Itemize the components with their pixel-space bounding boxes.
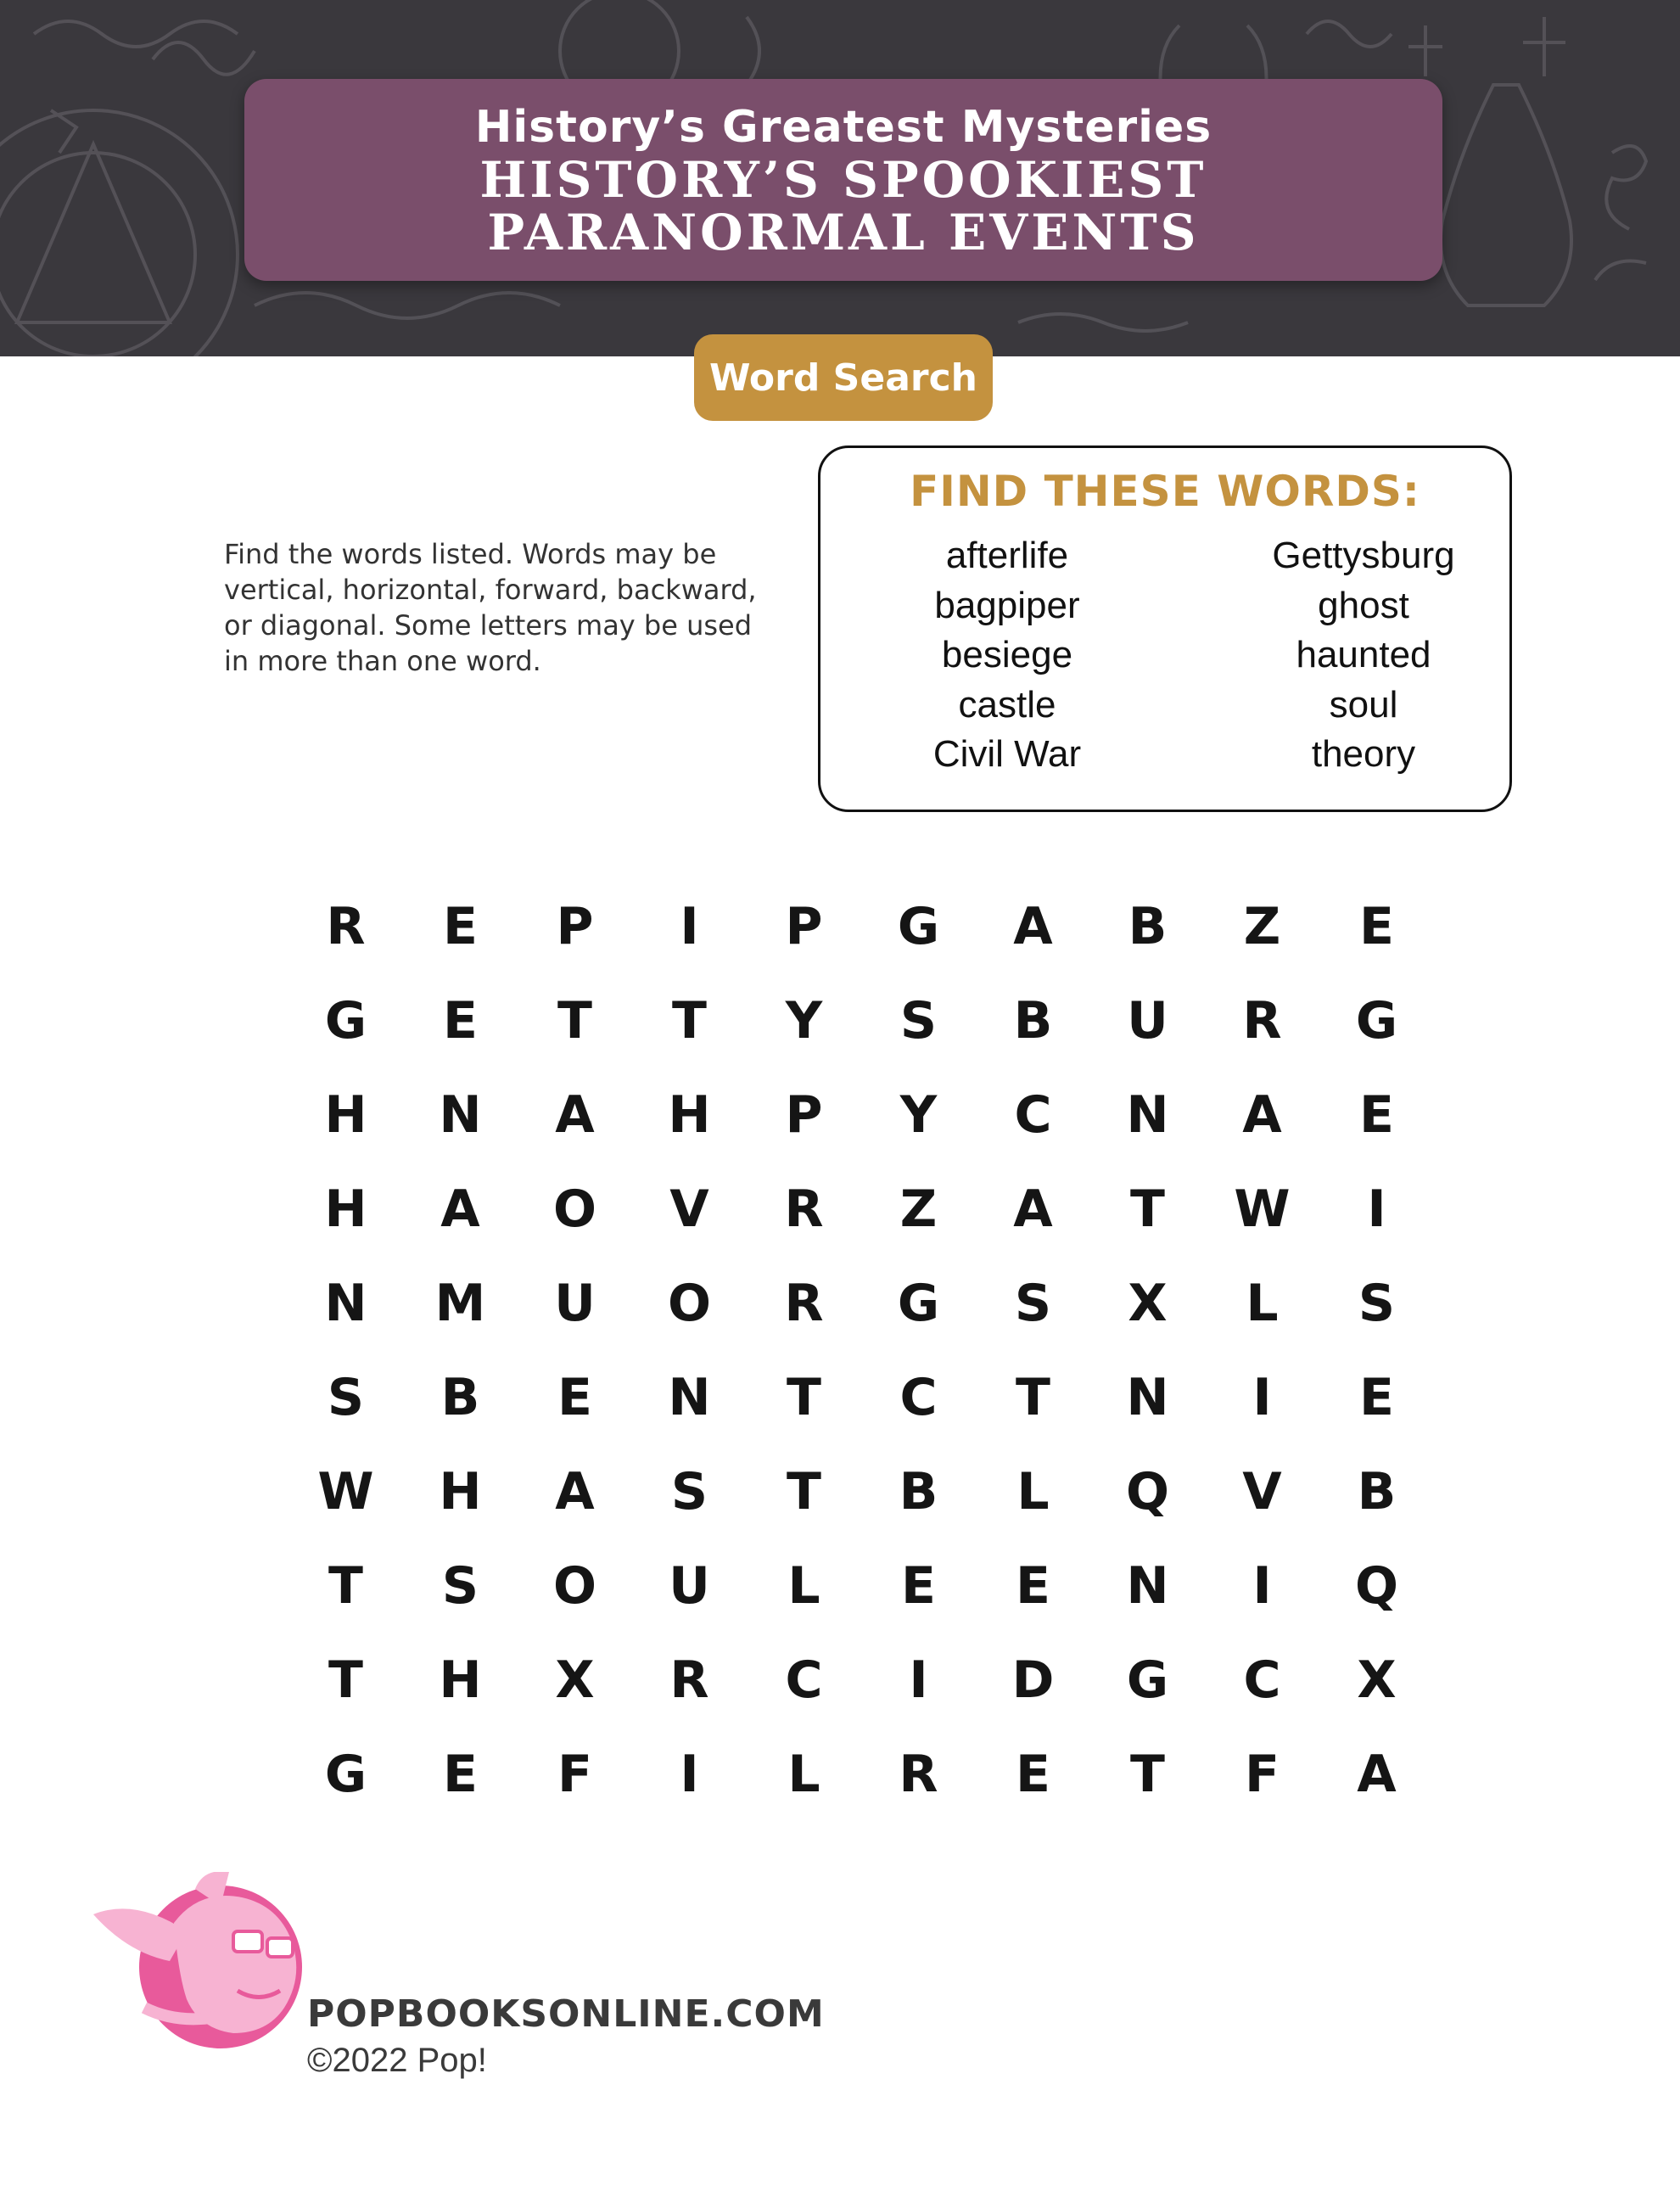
grid-letter: T: [557, 990, 592, 1051]
series-title: History’s Greatest Mysteries: [474, 102, 1212, 153]
grid-letter: T: [1016, 1367, 1050, 1427]
grid-letter: N: [324, 1273, 367, 1333]
word-bank-item: theory: [1311, 733, 1416, 775]
grid-letter: A: [1357, 1744, 1397, 1804]
grid-letter: L: [1016, 1461, 1050, 1521]
grid-letter: S: [441, 1555, 479, 1616]
pop-kangaroo-logo-icon: [93, 1872, 314, 2050]
grid-letter: I: [1252, 1367, 1272, 1427]
grid-letter: O: [667, 1273, 711, 1333]
grid-letter: F: [1245, 1744, 1280, 1804]
grid-letter: U: [1127, 990, 1168, 1051]
grid-letter: B: [1128, 896, 1168, 956]
grid-letter: O: [552, 1179, 596, 1239]
word-bank-item: afterlife: [945, 535, 1069, 576]
grid-letter: X: [1128, 1273, 1168, 1333]
word-bank-item: haunted: [1296, 634, 1431, 675]
grid-letter: O: [552, 1555, 596, 1616]
grid-letter: E: [1016, 1555, 1050, 1616]
word-search-grid: [288, 879, 1398, 1830]
grid-letter: T: [328, 1555, 363, 1616]
word-bank-item: soul: [1329, 683, 1398, 726]
grid-letter: C: [899, 1367, 938, 1427]
grid-letter: S: [327, 1367, 365, 1427]
grid-letter: A: [1013, 1179, 1053, 1239]
grid-letter: E: [1359, 1084, 1394, 1145]
grid-letter: T: [328, 1650, 363, 1710]
grid-letter: A: [440, 1179, 480, 1239]
grid-letter: N: [439, 1084, 482, 1145]
grid-letter: C: [785, 1650, 823, 1710]
grid-letter: E: [901, 1555, 936, 1616]
grid-letter: T: [787, 1367, 821, 1427]
grid-letter: H: [324, 1084, 367, 1145]
grid-letter: R: [669, 1650, 709, 1710]
grid-letter: A: [1013, 896, 1053, 956]
grid-letter: E: [557, 1367, 592, 1427]
grid-letter: B: [1013, 990, 1053, 1051]
grid-letter: Y: [899, 1084, 938, 1145]
grid-letter: I: [1252, 1555, 1272, 1616]
grid-letter: H: [439, 1650, 482, 1710]
grid-letter: G: [1126, 1650, 1169, 1710]
grid-letter: S: [670, 1461, 708, 1521]
grid-letter: X: [555, 1650, 595, 1710]
grid-letter: Q: [1125, 1461, 1169, 1521]
grid-letter: G: [324, 1744, 367, 1804]
word-bank-column-right: [1211, 531, 1516, 780]
grid-letter: F: [557, 1744, 592, 1804]
grid-letter: R: [899, 1744, 938, 1804]
grid-letter: S: [899, 990, 938, 1051]
grid-letter: G: [897, 896, 940, 956]
grid-letter: T: [787, 1461, 821, 1521]
grid-letter: D: [1011, 1650, 1055, 1710]
grid-letter: N: [1126, 1367, 1169, 1427]
grid-letter: S: [1014, 1273, 1052, 1333]
grid-letter: E: [443, 990, 478, 1051]
website-link[interactable]: POPBOOKSONLINE.COM: [307, 1992, 825, 2036]
page-title-line-2: PARANORMAL EVENTS: [487, 204, 1200, 261]
grid-letter: X: [1357, 1650, 1397, 1710]
grid-letter: P: [785, 1084, 823, 1145]
word-bank-item: ghost: [1318, 584, 1409, 626]
grid-letter: L: [787, 1744, 820, 1804]
grid-letter: H: [668, 1084, 711, 1145]
grid-letter: N: [1126, 1555, 1169, 1616]
grid-letter: I: [680, 1744, 699, 1804]
grid-letter: N: [668, 1367, 711, 1427]
title-box: [244, 79, 1442, 281]
grid-letter: T: [1130, 1744, 1165, 1804]
grid-letter: E: [1016, 1744, 1050, 1804]
grid-letter: R: [1242, 990, 1282, 1051]
grid-letter: E: [443, 896, 478, 956]
grid-letter: A: [1242, 1084, 1282, 1145]
grid-letter: V: [1242, 1461, 1282, 1521]
grid-letter: E: [1359, 1367, 1394, 1427]
word-bank-item: besiege: [941, 634, 1073, 675]
grid-letter: U: [669, 1555, 710, 1616]
word-bank-item: castle: [958, 683, 1056, 726]
grid-letter: S: [1358, 1273, 1396, 1333]
grid-letter: N: [1126, 1084, 1169, 1145]
grid-letter: E: [1359, 896, 1394, 956]
page-title-line-1: HISTORY’S SPOOKIEST: [479, 151, 1207, 209]
grid-letter: G: [324, 990, 367, 1051]
word-bank-title: FIND THESE WORDS:: [910, 467, 1420, 516]
grid-letter: M: [434, 1273, 486, 1333]
grid-letter: Z: [899, 1179, 938, 1239]
grid-letter: I: [909, 1650, 928, 1710]
grid-letter: R: [784, 1179, 824, 1239]
grid-letter: H: [324, 1179, 367, 1239]
grid-letter: E: [443, 1744, 478, 1804]
grid-letter: Y: [785, 990, 823, 1051]
grid-letter: P: [785, 896, 823, 956]
grid-letter: W: [1234, 1179, 1291, 1239]
grid-letter: R: [784, 1273, 824, 1333]
grid-letter: C: [1243, 1650, 1281, 1710]
grid-letter: B: [899, 1461, 938, 1521]
grid-letter: H: [439, 1461, 482, 1521]
word-bank-column-left: [854, 531, 1160, 780]
grid-letter: I: [680, 896, 699, 956]
instructions-text: Find the words listed. Words may be vertical, horizontal, forward, backward, or diagonal. Some letters may be used in more than one word.: [224, 538, 757, 677]
grid-letter: I: [1367, 1179, 1386, 1239]
word-bank-item: Gettysburg: [1272, 535, 1455, 576]
grid-letter: T: [1130, 1179, 1165, 1239]
grid-letter: B: [440, 1367, 480, 1427]
grid-letter: U: [554, 1273, 596, 1333]
grid-letter: Q: [1354, 1555, 1398, 1616]
word-bank-item: bagpiper: [934, 584, 1080, 626]
grid-letter: R: [326, 896, 366, 956]
copyright-text: ©2022 Pop!: [307, 2042, 487, 2079]
grid-letter: Z: [1243, 896, 1281, 956]
grid-letter: W: [317, 1461, 374, 1521]
grid-letter: V: [669, 1179, 709, 1239]
grid-letter: A: [555, 1461, 595, 1521]
grid-letter: T: [672, 990, 707, 1051]
grid-letter: L: [1246, 1273, 1279, 1333]
word-bank-item: Civil War: [932, 733, 1082, 775]
word-bank-box: [818, 445, 1512, 812]
grid-letter: L: [787, 1555, 820, 1616]
activity-label: Word Search: [694, 334, 993, 421]
grid-letter: P: [556, 896, 594, 956]
grid-letter: G: [897, 1273, 940, 1333]
grid-letter: C: [1014, 1084, 1052, 1145]
grid-letter: G: [1355, 990, 1398, 1051]
header-banner: [0, 0, 1680, 356]
grid-letter: A: [555, 1084, 595, 1145]
grid-letter: B: [1357, 1461, 1397, 1521]
